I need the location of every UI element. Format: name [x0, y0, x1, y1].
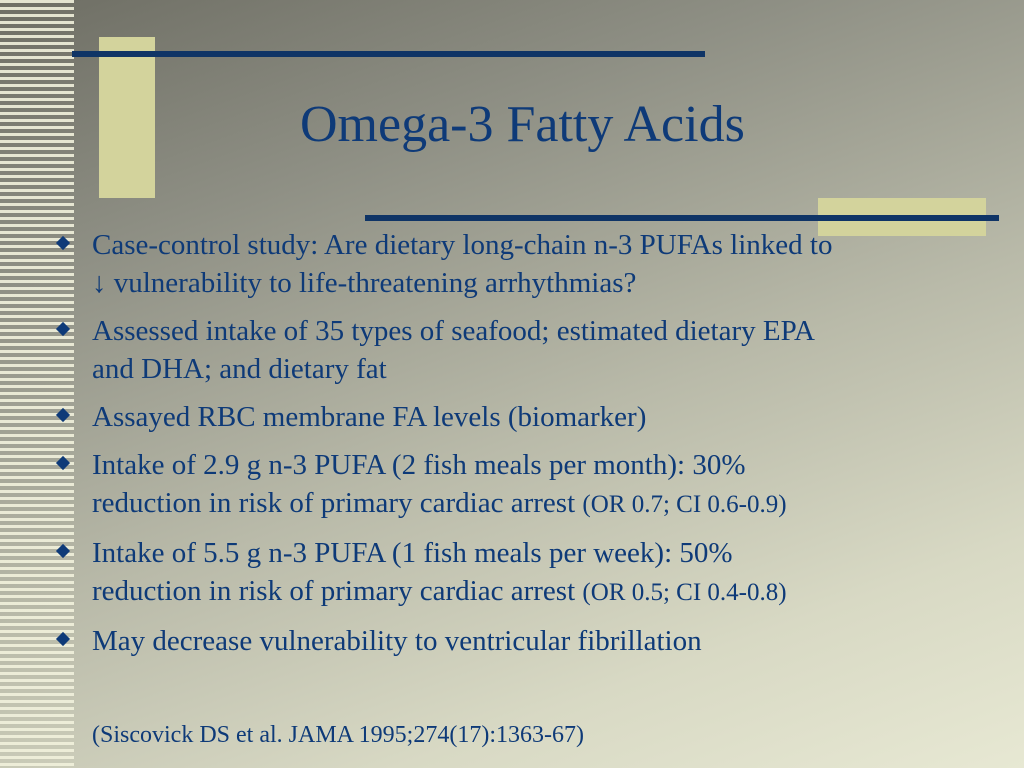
bullet-line: May decrease vulnerability to ventricular fibrillation [92, 625, 702, 657]
bullet-line: Case-control study: Are dietary long-chain n-3 PUFAs linked to [92, 229, 833, 261]
bullet-item [52, 534, 1024, 612]
bullet-line: and DHA; and dietary fat [92, 353, 387, 385]
bullet-list [52, 226, 1024, 670]
bullet-line: Assayed RBC membrane FA levels (biomarker) [92, 401, 647, 433]
title-rule-top [72, 51, 705, 57]
bullet-line [92, 484, 1024, 524]
bullet-line: Intake of 5.5 g n-3 PUFA (1 fish meals per week): 50% [92, 537, 733, 569]
bullet-line [92, 572, 1024, 612]
odds-ratio-note: (OR 0.7; CI 0.6-0.9) [582, 491, 787, 518]
bullet-item [52, 622, 1024, 660]
bullet-line-main: reduction in risk of primary cardiac arrest [92, 487, 576, 519]
bullet-item [52, 398, 1024, 436]
bullet-item [52, 446, 1024, 524]
diamond-bullet-icon [56, 408, 70, 422]
bullet-line-main: reduction in risk of primary cardiac arrest [92, 575, 576, 607]
slide-title: Omega-3 Fatty Acids [300, 96, 745, 153]
bullet-line: Intake of 2.9 g n-3 PUFA (2 fish meals per month): 30% [92, 449, 746, 481]
diamond-bullet-icon [56, 236, 70, 250]
diamond-bullet-icon [56, 632, 70, 646]
citation: (Siscovick DS et al. JAMA 1995;274(17):1363-67) [92, 722, 584, 748]
diamond-bullet-icon [56, 456, 70, 470]
bullet-line: ↓ vulnerability to life-threatening arrhythmias? [92, 267, 637, 299]
diamond-bullet-icon [56, 544, 70, 558]
odds-ratio-note: (OR 0.5; CI 0.4-0.8) [582, 579, 787, 606]
decorative-rect-left [99, 37, 155, 198]
bullet-item [52, 226, 1024, 302]
bullet-item [52, 312, 1024, 388]
diamond-bullet-icon [56, 322, 70, 336]
title-rule-bottom [365, 215, 999, 221]
bullet-line: Assessed intake of 35 types of seafood; estimated dietary EPA [92, 315, 815, 347]
